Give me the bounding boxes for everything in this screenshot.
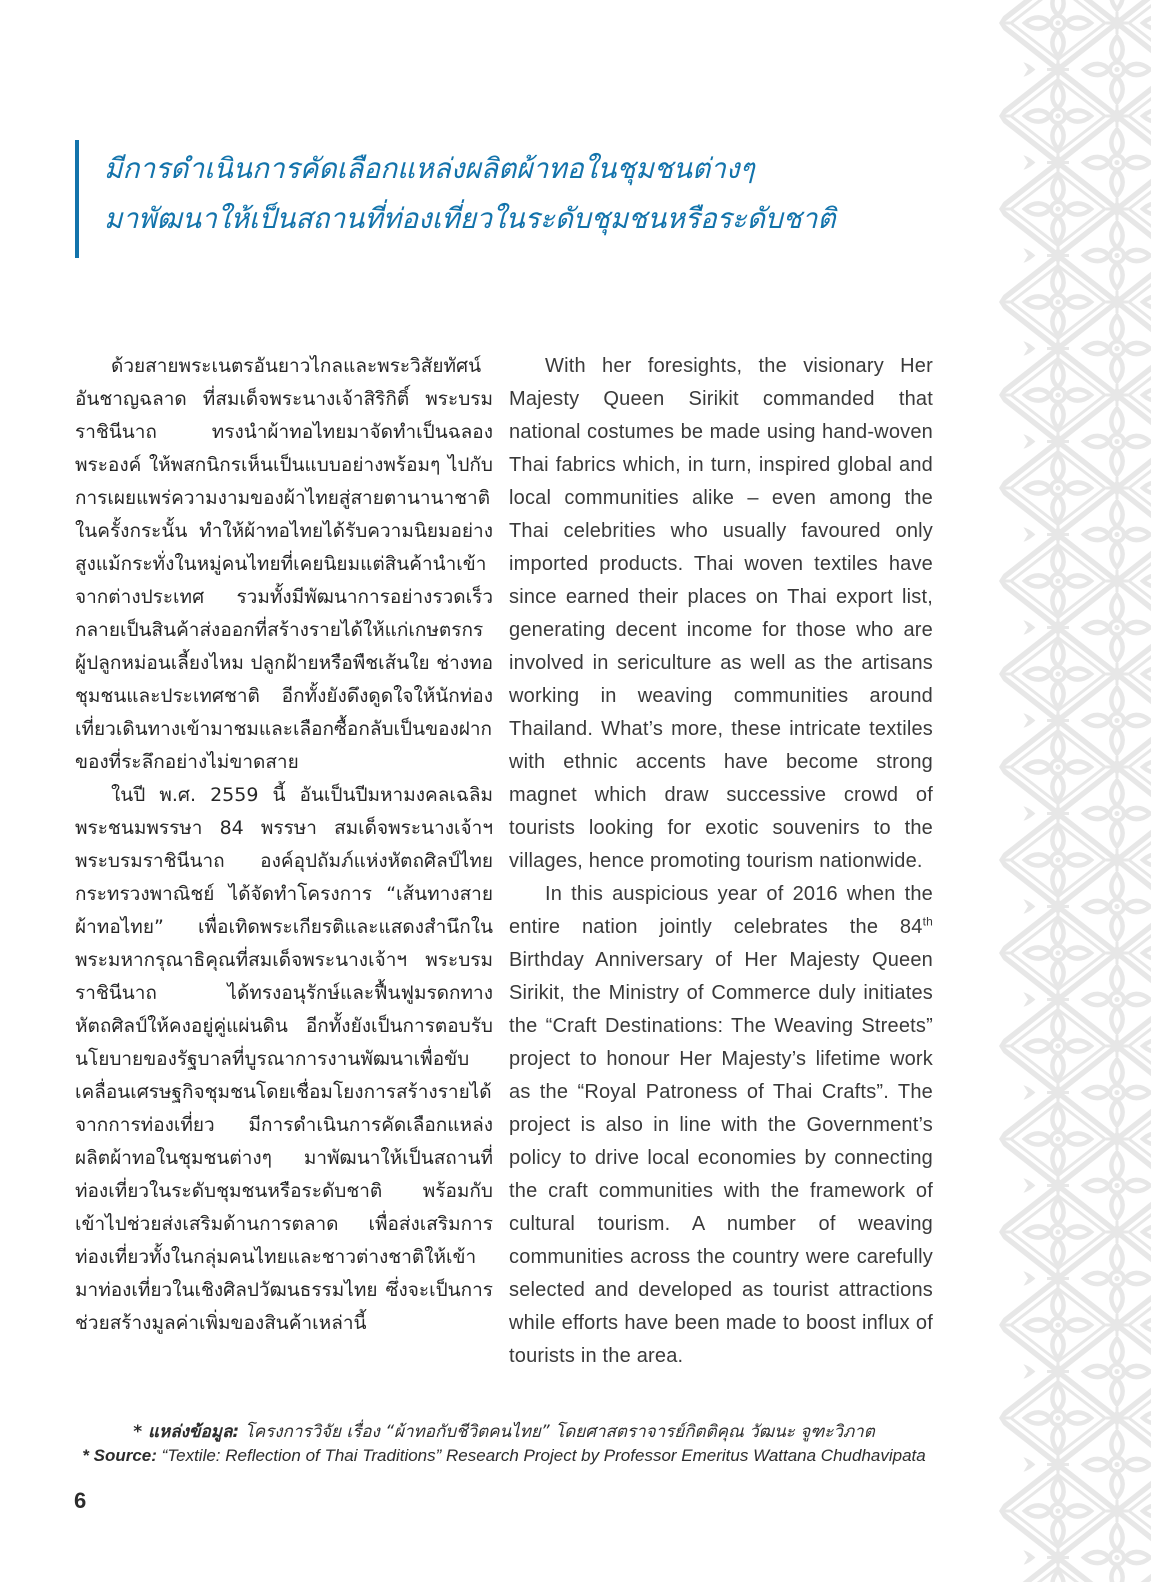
- thai-column: [75, 350, 493, 1373]
- headline-accent-bar: [75, 140, 79, 258]
- english-paragraph-1: With her foresights, the visionary Her Majesty Queen Sirikit commanded that national costumes be made using hand-woven Thai fabrics which, in turn, inspired global and local communities alike – even among the Thai celebrities who usually favoured only imported products. Thai woven textiles have since earned their places on Thai export list, generating decent income for those who are involved in sericulture as well as the artisans working in weaving communities around Thailand. What’s more, these intricate textiles with ethnic accents have become strong magnet which draw successive crowd of tourists looking for exotic souvenirs to the villages, hence promoting tourism nationwide.: [509, 355, 933, 872]
- source-note-english: [75, 1444, 933, 1468]
- source-note-english-label: * Source:: [82, 1446, 157, 1465]
- page-title-line1: มีการดำเนินการคัดเลือกแหล่งผลิตผ้าทอในชุมชนต่างๆ: [104, 152, 755, 185]
- source-note-thai-text: โครงการวิจัย เรื่อง “ผ้าทอกับชีวิตคนไทย” โดยศาสตราจารย์กิตติคุณ วัฒนะ จูฑะวิภาต: [239, 1422, 875, 1442]
- headline-block: [75, 140, 836, 258]
- body-columns: [75, 350, 933, 1373]
- source-note-thai-label: * แหล่งข้อมูล:: [133, 1422, 240, 1442]
- ordinal-superscript: th: [922, 914, 933, 929]
- source-note: [75, 1420, 933, 1468]
- english-paragraph-2: [509, 878, 933, 1373]
- source-note-thai: [75, 1420, 933, 1444]
- thai-paragraph-2: ในปี พ.ศ. 2559 นี้ อันเป็นปีมหามงคลเฉลิมพระชนมพรรษา 84 พรรษา สมเด็จพระนางเจ้าฯ พระบรมราชินีนาถ องค์อุปถัมภ์แห่งหัตถศิลป์ไทย กระทรวงพาณิชย์ ได้จัดทำโครงการ “เส้นทางสายผ้าทอไทย” เพื่อเทิดพระเกียรติและแสดงสำนึกในพระมหากรุณาธิคุณที่สมเด็จพระนางเจ้าฯ พระบรมราชินีนาถ ได้ทรงอนุรักษ์และฟื้นฟูมรดกทางหัตถศิลป์ให้คงอยู่คู่แผ่นดิน อีกทั้งยังเป็นการตอบรับนโยบายของรัฐบาลที่บูรณาการงานพัฒนาเพื่อขับเคลื่อนเศรษฐกิจชุมชนโดยเชื่อมโยงการสร้างรายได้จากการท่องเที่ยว มีการดำเนินการคัดเลือกแหล่งผลิตผ้าทอในชุมชนต่างๆ มาพัฒนาให้เป็นสถานที่ท่องเที่ยวในระดับชุมชนหรือระดับชาติ พร้อมกับเข้าไปช่วยส่งเสริมด้านการตลาด เพื่อส่งเสริมการท่องเที่ยวทั้งในกลุ่มคนไทยและชาวต่างชาติให้เข้ามาท่องเที่ยวในเชิงศิลปวัฒนธรรมไทย ซึ่งจะเป็นการช่วยสร้างมูลค่าเพิ่มของสินค้าเหล่านี้: [75, 784, 493, 1334]
- thai-ornament-pattern: [985, 0, 1151, 1582]
- english-column: [509, 350, 933, 1373]
- english-paragraph-2-post: Birthday Anniversary of Her Majesty Queen Sirikit, the Ministry of Commerce duly initiates the “Craft Destinations: The Weaving Streets” project to honour Her Majesty’s lifetime work as the “Royal Patroness of Thai Crafts”. The project is also in line with the Government’s policy to drive local economies by connecting the craft communities with the framework of cultural tourism. A number of weaving communities across the country were carefully selected and developed as tourist attractions while efforts have been made to boost influx of tourists in the area.: [509, 949, 933, 1367]
- source-note-english-text: “Textile: Reflection of Thai Traditions” Research Project by Professor Emeritus Wattana Chudhavipata: [156, 1446, 926, 1465]
- english-paragraph-2-pre: In this auspicious year of 2016 when the entire nation jointly celebrates the 84: [509, 883, 933, 938]
- page-title-line2: มาพัฒนาให้เป็นสถานที่ท่องเที่ยวในระดับชุมชนหรือระดับชาติ: [104, 202, 836, 235]
- page-title: [104, 140, 836, 258]
- page-number: 6: [74, 1488, 87, 1513]
- thai-paragraph-1: ด้วยสายพระเนตรอันยาวไกลและพระวิสัยทัศน์อันชาญฉลาด ที่สมเด็จพระนางเจ้าสิริกิติ์ พระบรมราชินีนาถ ทรงนำผ้าทอไทยมาจัดทำเป็นฉลองพระองค์ ให้พสกนิกรเห็นเป็นแบบอย่างพร้อมๆ ไปกับการเผยแพร่ความงามของผ้าไทยสู่สายตานานาชาติในครั้งกระนั้น ทำให้ผ้าทอไทยได้รับความนิยมอย่างสูงแม้กระทั่งในหมู่คนไทยที่เคยนิยมแต่สินค้านำเข้าจากต่างประเทศ รวมทั้งมีพัฒนาการอย่างรวดเร็วกลายเป็นสินค้าส่งออกที่สร้างรายได้ให้แก่เกษตรกรผู้ปลูกหม่อนเลี้ยงไหม ปลูกฝ้ายหรือพืชเส้นใย ช่างทอ ชุมชนและประเทศชาติ อีกทั้งยังดึงดูดใจให้นักท่องเที่ยวเดินทางเข้ามาชมและเลือกซื้อกลับเป็นของฝากของที่ระลึกอย่างไม่ขาดสาย: [75, 355, 493, 773]
